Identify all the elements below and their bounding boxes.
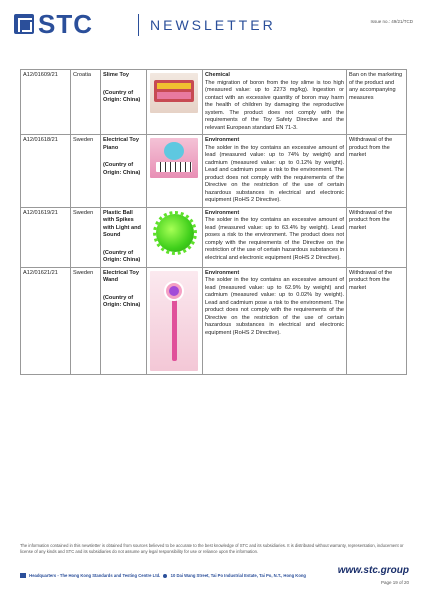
spiky-ball-image <box>150 211 198 255</box>
product-name: Electrical Toy Wand <box>103 269 139 283</box>
product-cell <box>101 135 147 208</box>
risk-cell <box>203 267 347 374</box>
table-row <box>21 135 407 208</box>
risk-cell <box>203 207 347 267</box>
toy-piano-image <box>150 138 198 178</box>
address-text: 10 Dai Wang Street, Tai Po Industrial Estate, Tai Po, N.T., Hong Kong <box>170 573 306 578</box>
country-of-origin: (Country of Origin: China) <box>103 249 141 263</box>
risk-cell <box>203 135 347 208</box>
measures-cell: Withdrawal of the product from the market <box>347 267 407 374</box>
product-name: Slime Toy <box>103 72 130 78</box>
measures-cell: Withdrawal of the product from the market <box>347 207 407 267</box>
footer-address-bar <box>20 573 330 579</box>
risk-type: Environment <box>205 137 240 143</box>
risk-description: The migration of boron from the toy slime is too high (measured value: up to 2273 mg/kg). Ingestion or contact with an excessive quantity of boron may harm the health of children by damaging the reproductive system. The product does not comply with the requirements of the Toy Safety Directive and the relevant European standard EN 71-3. <box>205 79 344 131</box>
slime-toy-image <box>150 73 198 113</box>
risk-description: The solder in the toy contains an excessive amount of lead (measured value: up to 62.9% by weight) and cadmium (measured value: up to 0.02% by weight). Lead and cadmium pose a risk to the environment. The product does not comply with the requirements of the Directive on the restriction of the use of certain hazardous substances in electrical and electronic equipment (RoHS 2 Directive). <box>205 277 344 336</box>
country-of-origin: (Country of Origin: China) <box>103 162 141 176</box>
page-number: Page 19 of 20 <box>380 580 409 585</box>
table-row <box>21 70 407 135</box>
reference-cell: A12/01619/21 <box>21 207 71 267</box>
country-of-origin: (Country of Origin: China) <box>103 89 141 103</box>
product-cell <box>101 70 147 135</box>
risk-type: Environment <box>205 209 240 216</box>
disclaimer-text: The information contained in this newsletter is obtained from sources believed to be accurate to the best knowledge of STC and its subsidiaries. It is distributed without warranty, representation, inducement or license of any kinds and STC and its subsidiaries do not assume any legal responsibility for use or reliance upon the information. <box>20 543 404 554</box>
recall-table <box>20 69 406 375</box>
image-cell <box>147 70 203 135</box>
image-cell <box>147 267 203 374</box>
location-pin-icon <box>163 574 167 578</box>
logo-text: STC <box>38 9 93 39</box>
reference-cell: A12/01618/21 <box>21 135 71 208</box>
table-row <box>21 207 407 267</box>
reference-cell: A12/01609/21 <box>21 70 71 135</box>
product-name: Electrical Toy Piano <box>103 137 139 151</box>
country-cell: Croatia <box>71 70 101 135</box>
risk-type: Chemical <box>205 72 230 78</box>
toy-wand-image <box>150 271 198 371</box>
risk-description: The solder in the toy contains an excessive amount of lead (measured value: up to 74% by weight) and cadmium (measured value: up to 0.12% by weight). Lead and cadmium pose a risk to the environment. The product does not comply with the requirements of the Directive on the restriction of the use of certain hazardous substances in electrical and electronic equipment (RoHS 2 Directive). <box>205 144 344 203</box>
risk-type: Environment <box>205 269 240 276</box>
country-cell: Sweden <box>71 207 101 267</box>
image-cell <box>147 135 203 208</box>
risk-description: The solder in the toy contains an excessive amount of lead (measured value: up to 63.4% by weight). Lead poses a risk to the environment. The product does not comply with the requirements of the Directive on the restriction of the use of certain hazardous substances in electrical and electronic equipment (RoHS 2 Directive). <box>205 217 344 261</box>
image-cell <box>147 207 203 267</box>
reference-cell: A12/01621/21 <box>21 267 71 374</box>
product-cell <box>101 267 147 374</box>
measures-cell: Ban on the marketing of the product and any accompanying measures <box>347 70 407 135</box>
website-link[interactable]: www.stc.group <box>337 565 409 576</box>
product-cell <box>101 207 147 267</box>
issue-number: Issue no.: 49/21/TCD <box>370 19 413 24</box>
page-header <box>0 0 425 50</box>
country-of-origin: (Country of Origin: China) <box>103 294 141 308</box>
headquarters-text: Headquarters - The Hong Kong Standards and Testing Centre Ltd. <box>29 573 161 578</box>
header-divider <box>138 14 139 36</box>
stc-logo-icon <box>14 14 34 34</box>
measures-cell: Withdrawal of the product from the market <box>347 135 407 208</box>
country-cell: Sweden <box>71 135 101 208</box>
table-row <box>21 267 407 374</box>
product-name: Plastic Ball with Spikes with Light and Sound <box>103 209 141 238</box>
country-cell: Sweden <box>71 267 101 374</box>
headquarters-icon <box>20 573 26 578</box>
risk-cell <box>203 70 347 135</box>
newsletter-title: NEWSLETTER <box>150 17 276 33</box>
